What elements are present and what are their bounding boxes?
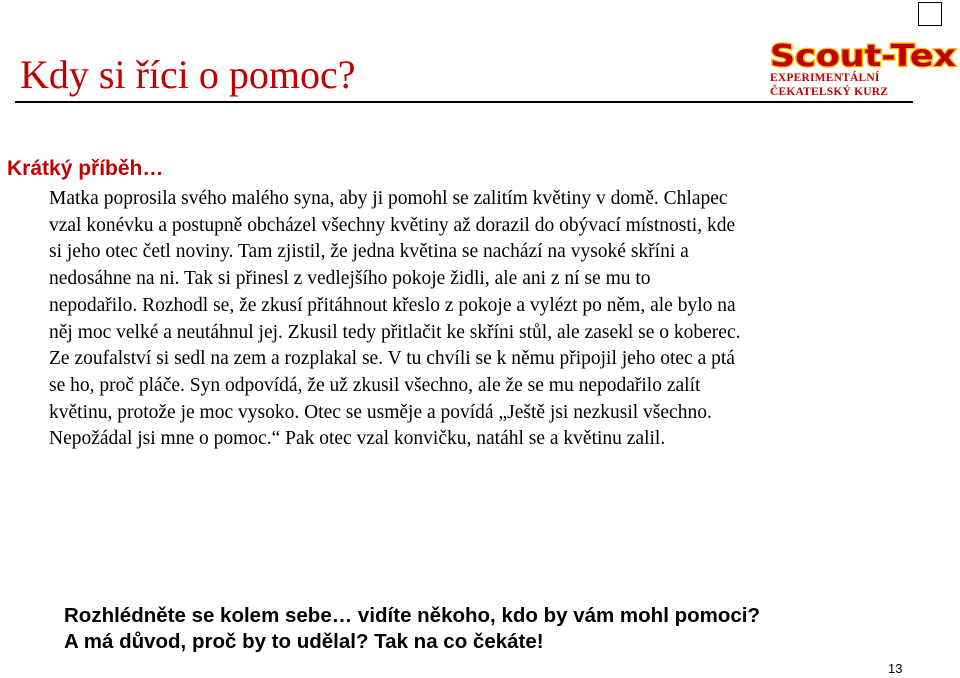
- story-line: nedosáhne na ni. Tak si přinesl z vedlejšího pokoje židli, ale ani z ní se mu to: [49, 268, 651, 290]
- story-line: si jeho otec četl noviny. Tam zjistil, že jedna květina se nachází na vysoké skříni a: [49, 241, 689, 263]
- logo-subtitle-line2: ČEKATELSKÝ KURZ: [770, 86, 889, 98]
- slide-title: Kdy si říci o pomoc?: [20, 52, 356, 97]
- closing-question: [64, 603, 760, 655]
- story-line: něj moc velké a neutáhnul jej. Zkusil tedy přitlačit ke skříni stůl, ale zasekl se o koberec.: [49, 321, 741, 343]
- scout-tex-logo-wordmark: [768, 38, 960, 72]
- story-line: se ho, proč pláče. Syn odpovídá, že už zkusil všechno, ale že se mu nepodařilo zalít: [49, 374, 701, 396]
- story-line: květinu, protože je moc vysoko. Otec se usměje a povídá „Ještě jsi nezkusil všechno.: [49, 401, 712, 423]
- story-line: Matka poprosila svého malého syna, aby ji pomohl se zalitím květiny v domě. Chlapec: [49, 188, 728, 209]
- section-heading: Krátký příběh…: [7, 157, 164, 180]
- question-line: Rozhlédněte se kolem sebe… vidíte někoho, kdo by vám mohl pomoci?: [64, 604, 761, 627]
- story-line: Nepožádal jsi mne o pomoc.“ Pak otec vzal konvičku, natáhl se a květinu zalil.: [49, 428, 666, 450]
- story-line: Ze zoufalství si sedl na zem a rozplakal se. V tu chvíli se k němu připojil jeho otec a ptá: [49, 348, 735, 370]
- scout-tex-logo: [768, 38, 960, 98]
- corner-box: [918, 2, 942, 26]
- title-divider: [15, 101, 913, 103]
- page-number: 13: [888, 661, 903, 676]
- story-paragraph: [49, 186, 939, 453]
- logo-subtitle-line1: EXPERIMENTÁLNÍ: [770, 72, 880, 84]
- story-line: nepodařilo. Rozhodl se, že zkusí přitáhnout křeslo z pokoje a vylézt po něm, ale bylo na: [49, 294, 736, 316]
- question-line: A má důvod, proč by to udělal? Tak na co čekáte!: [64, 630, 544, 653]
- story-line: vzal konévku a postupně obcházel všechny květiny až dorazil do obývací místnosti, kde: [49, 214, 736, 236]
- logo-wordmark-text: Scout-Tex: [770, 39, 956, 72]
